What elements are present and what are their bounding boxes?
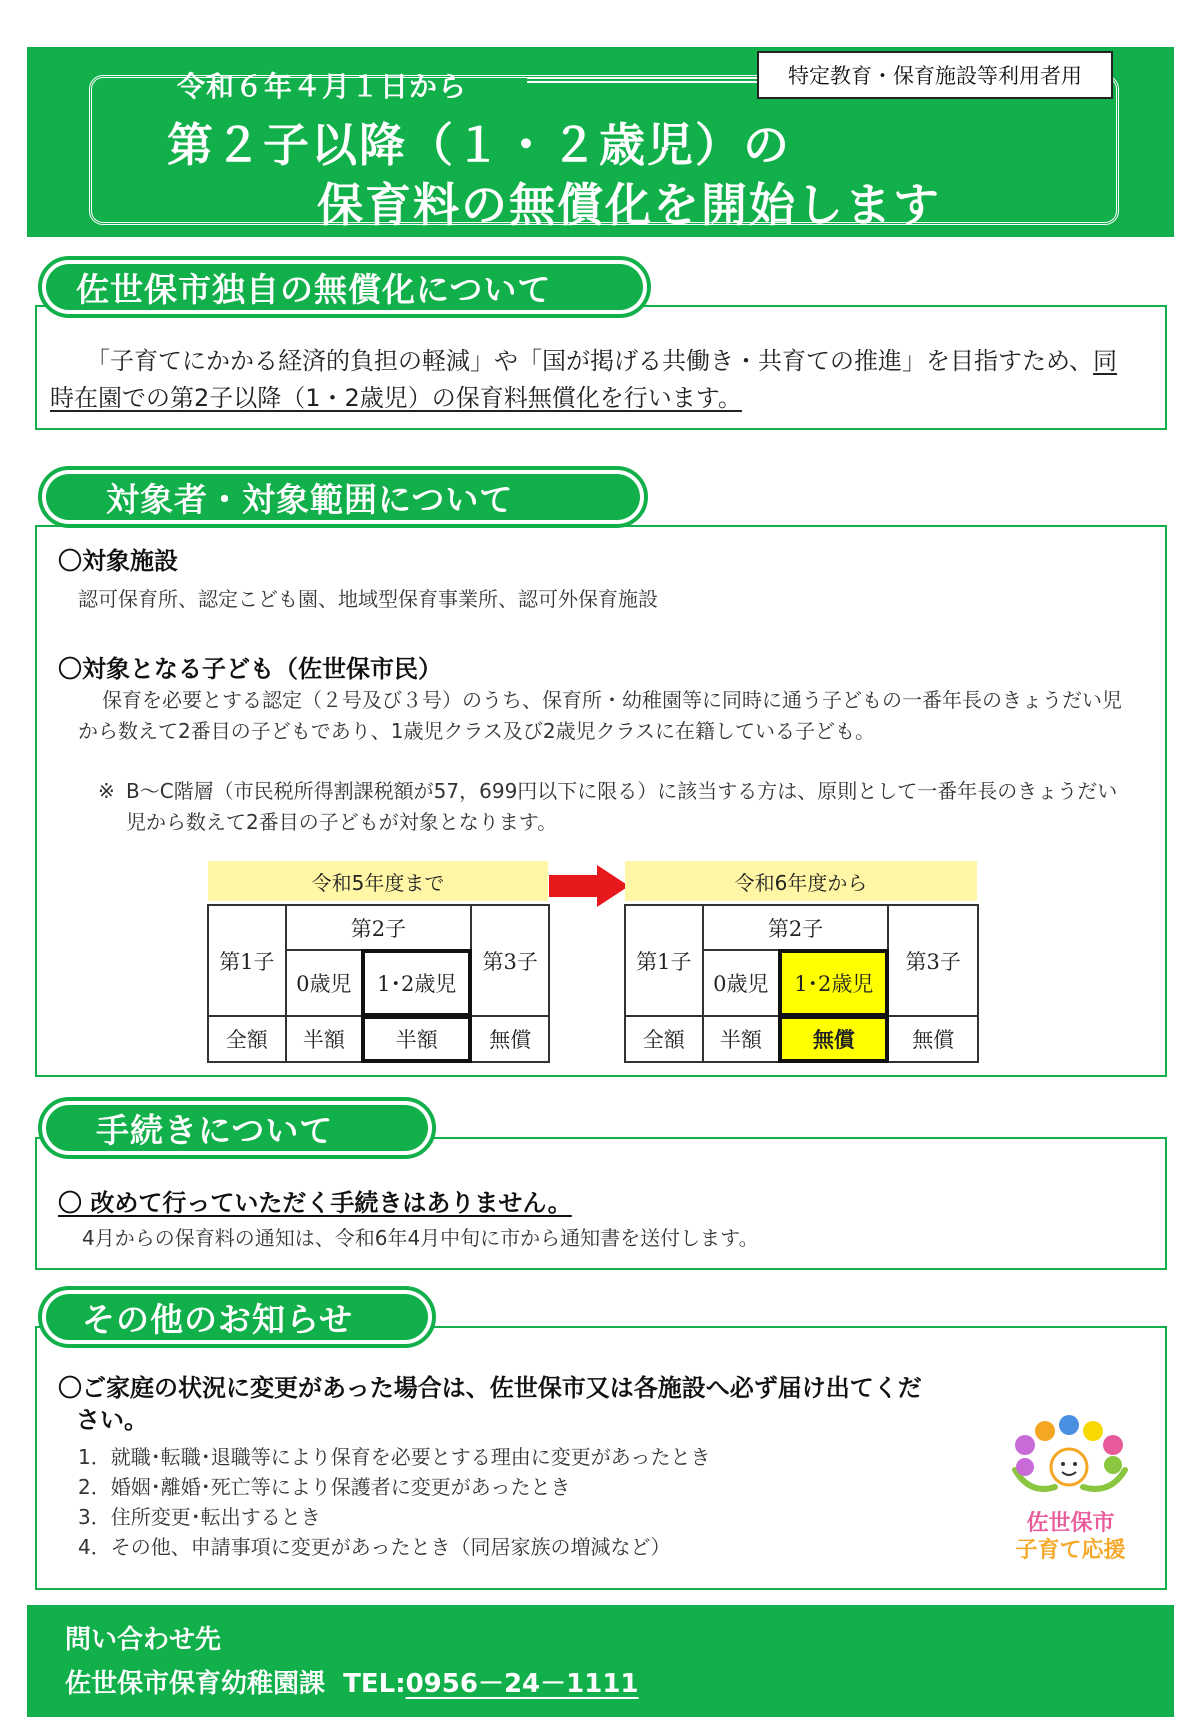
arrow-right-icon (549, 865, 629, 907)
procedure-bullet: 〇 改めて行っていただく手続きはありません。 (58, 1189, 572, 1217)
notice-item-2: 2．婚姻･離婚･死亡等により保護者に変更があったとき (78, 1475, 571, 1499)
section-heading: 佐世保市独自の無償化について (46, 264, 643, 310)
section-heading: その他のお知らせ (46, 1294, 428, 1340)
second-child-age0-fee: 半額 (286, 1016, 363, 1062)
section-own-free-text (50, 343, 1140, 417)
intro-emphasis: 同時在園での第2子以降（1・2歳児）の保育料無償化を行います。 (50, 347, 1118, 412)
period-before: 令和5年度まで (208, 861, 548, 901)
notice-item-4: 4．その他、申請事項に変更があったとき（同居家族の増減など） (78, 1535, 671, 1559)
first-child-fee: 全額 (208, 1016, 286, 1062)
children-title: 〇対象となる子ども（佐世保市民） (58, 655, 442, 683)
second-child-header: 第2子 (286, 905, 472, 950)
procedure-text: 4月からの保育料の通知は、令和6年4月中旬に市から通知書を送付します。 (82, 1226, 759, 1250)
third-child-header: 第3子 (471, 905, 549, 1016)
age-0-header: 0歳児 (703, 950, 780, 1016)
children-text: 保育を必要とする認定（２号及び３号）のうち、保育所・幼稚園等に同時に通う子どもの一番年長のきょうだい児から数えて2番目の子どもであり、1歳児クラス及び2歳児クラスに在籍している子ども。 (78, 688, 1122, 743)
notice-item-1: 1．就職･転職･退職等により保育を必要とする理由に変更があったとき (78, 1445, 711, 1469)
header-banner (27, 47, 1174, 237)
section-heading: 対象者・対象範囲について (46, 474, 640, 520)
second-child-age0-fee: 半額 (703, 1016, 780, 1062)
section-procedure-tab (38, 1097, 436, 1159)
age-12-header-highlight: 1･2歳児 (779, 950, 888, 1016)
notice-item-3: 3．住所変更･転出するとき (78, 1505, 321, 1529)
logo-line2: 子育て応援 (1015, 1538, 1126, 1563)
third-child-fee: 無償 (888, 1016, 978, 1062)
fee-table-after (624, 904, 979, 1063)
third-child-header: 第3子 (888, 905, 978, 1016)
age-0-header: 0歳児 (286, 950, 363, 1016)
contact-footer (27, 1605, 1174, 1717)
page-title-line2: 保育料の無償化を開始します (317, 178, 941, 232)
notice-bullet-line2: さい。 (76, 1406, 148, 1434)
facilities-title: 〇対象施設 (58, 547, 178, 575)
logo-text (1008, 1510, 1133, 1564)
logo-line1: 佐世保市 (1026, 1511, 1115, 1536)
audience-tag: 特定教育・保育施設等利用者用 (757, 51, 1113, 99)
third-child-fee: 無償 (471, 1016, 549, 1062)
facilities-text: 認可保育所、認定こども園、地域型保育事業所、認可外保育施設 (78, 587, 658, 611)
section-own-free-tab (38, 256, 651, 318)
age-12-header: 1･2歳児 (362, 950, 471, 1016)
contact-label: 問い合わせ先 (65, 1625, 222, 1655)
note-text: B～C階層（市民税所得割課税額が57，699円以下に限る）に該当する方は、原則として一番年長のきょうだい児から数えて2番目の子どもが対象となります。 (126, 779, 1118, 834)
second-child-header: 第2子 (703, 905, 889, 950)
page-title-line1: 第２子以降（１・２歳児）の (167, 118, 791, 172)
section-other-tab (38, 1286, 436, 1348)
contact-line (65, 1663, 639, 1700)
section-heading: 手続きについて (46, 1105, 428, 1151)
contact-department: 佐世保市保育幼稚園課 (65, 1669, 326, 1699)
fee-table-before (207, 904, 550, 1063)
section-target-tab (38, 466, 648, 528)
start-date: 令和６年４月１日から (177, 70, 468, 103)
tel-number[interactable]: 0956－24－1111 (405, 1669, 639, 1699)
note-mark: ※ (98, 779, 115, 803)
notice-bullet-line1: 〇ご家庭の状況に変更があった場合は、佐世保市又は各施設へ必ず届け出てくだ (58, 1374, 922, 1402)
first-child-header: 第1子 (625, 905, 703, 1016)
tel-label: TEL: (343, 1669, 406, 1699)
first-child-header: 第1子 (208, 905, 286, 1016)
first-child-fee: 全額 (625, 1016, 703, 1062)
banner-divider (527, 77, 787, 83)
second-child-age12-fee: 半額 (362, 1016, 471, 1062)
intro-text: 「子育てにかかる経済的負担の軽減」や「国が掲げる共働き・共育ての推進」を目指すため、 (86, 347, 1094, 375)
period-after: 令和6年度から (625, 861, 977, 901)
second-child-age12-fee-highlight: 無償 (779, 1016, 888, 1062)
